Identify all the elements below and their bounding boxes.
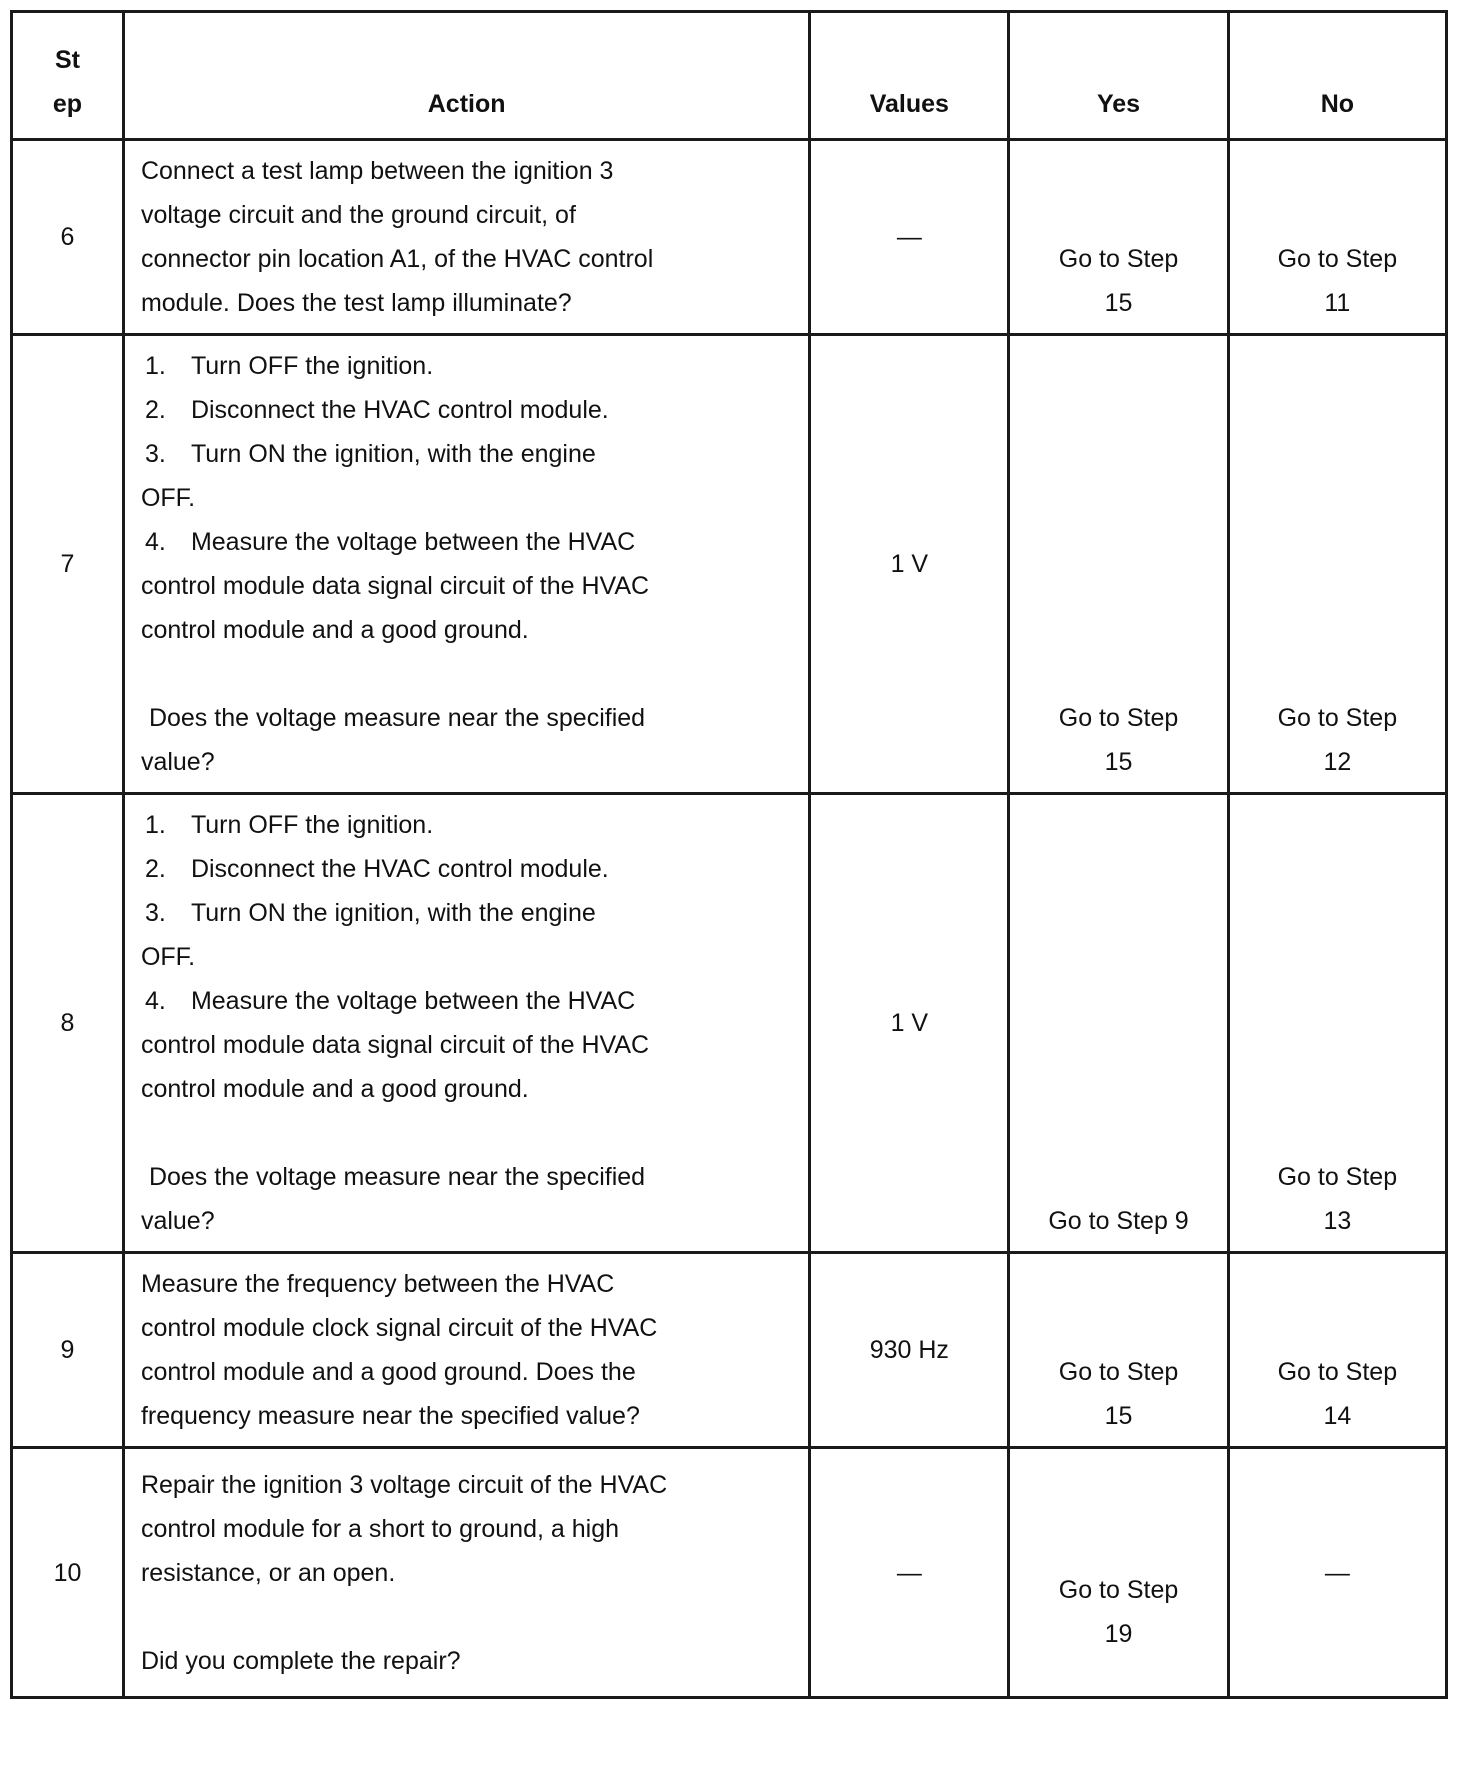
value-cell: 930 Hz <box>810 1253 1009 1448</box>
table-row <box>12 140 1447 335</box>
no-cell: Go to Step 11 <box>1228 140 1446 335</box>
yes-cell: Go to Step 19 <box>1009 1448 1228 1698</box>
table-row <box>12 1448 1447 1698</box>
header-step: St ep <box>12 12 124 140</box>
value-cell: — <box>810 140 1009 335</box>
diagnostic-table <box>10 10 1448 1699</box>
table-row <box>12 335 1447 794</box>
no-cell: — <box>1228 1448 1446 1698</box>
yes-cell: Go to Step 15 <box>1009 1253 1228 1448</box>
no-cell: Go to Step 12 <box>1228 335 1446 794</box>
header-values: Values <box>810 12 1009 140</box>
header-row <box>12 12 1447 140</box>
value-cell: — <box>810 1448 1009 1698</box>
action-cell: Measure the frequency between the HVAC control module clock signal circuit of the HVAC control module and a good ground. Does the frequency measure near the specified value? <box>123 1253 809 1448</box>
step-number: 8 <box>12 794 124 1253</box>
yes-cell: Go to Step 9 <box>1009 794 1228 1253</box>
no-cell: Go to Step 13 <box>1228 794 1446 1253</box>
step-number: 6 <box>12 140 124 335</box>
header-no: No <box>1228 12 1446 140</box>
table-row <box>12 794 1447 1253</box>
step-number: 9 <box>12 1253 124 1448</box>
no-cell: Go to Step 14 <box>1228 1253 1446 1448</box>
yes-cell: Go to Step 15 <box>1009 335 1228 794</box>
action-cell: Repair the ignition 3 voltage circuit of the HVAC control module for a short to ground, a high resistance, or an open. Did you complete the repair? <box>123 1448 809 1698</box>
step-number: 7 <box>12 335 124 794</box>
yes-cell: Go to Step 15 <box>1009 140 1228 335</box>
value-cell: 1 V <box>810 335 1009 794</box>
action-cell: 1. Turn OFF the ignition. 2. Disconnect the HVAC control module. 3. Turn ON the ignition, with the engine OFF. 4. Measure the voltage between the HVAC control module data signal circuit of the HVAC control module and a good ground. Does the voltage measure near the specified value? <box>123 335 809 794</box>
header-yes: Yes <box>1009 12 1228 140</box>
step-number: 10 <box>12 1448 124 1698</box>
action-cell: 1. Turn OFF the ignition. 2. Disconnect the HVAC control module. 3. Turn ON the ignition, with the engine OFF. 4. Measure the voltage between the HVAC control module data signal circuit of the HVAC control module and a good ground. Does the voltage measure near the specified value? <box>123 794 809 1253</box>
table-row <box>12 1253 1447 1448</box>
action-cell: Connect a test lamp between the ignition 3 voltage circuit and the ground circuit, of connector pin location A1, of the HVAC control module. Does the test lamp illuminate? <box>123 140 809 335</box>
value-cell: 1 V <box>810 794 1009 1253</box>
header-action: Action <box>123 12 809 140</box>
